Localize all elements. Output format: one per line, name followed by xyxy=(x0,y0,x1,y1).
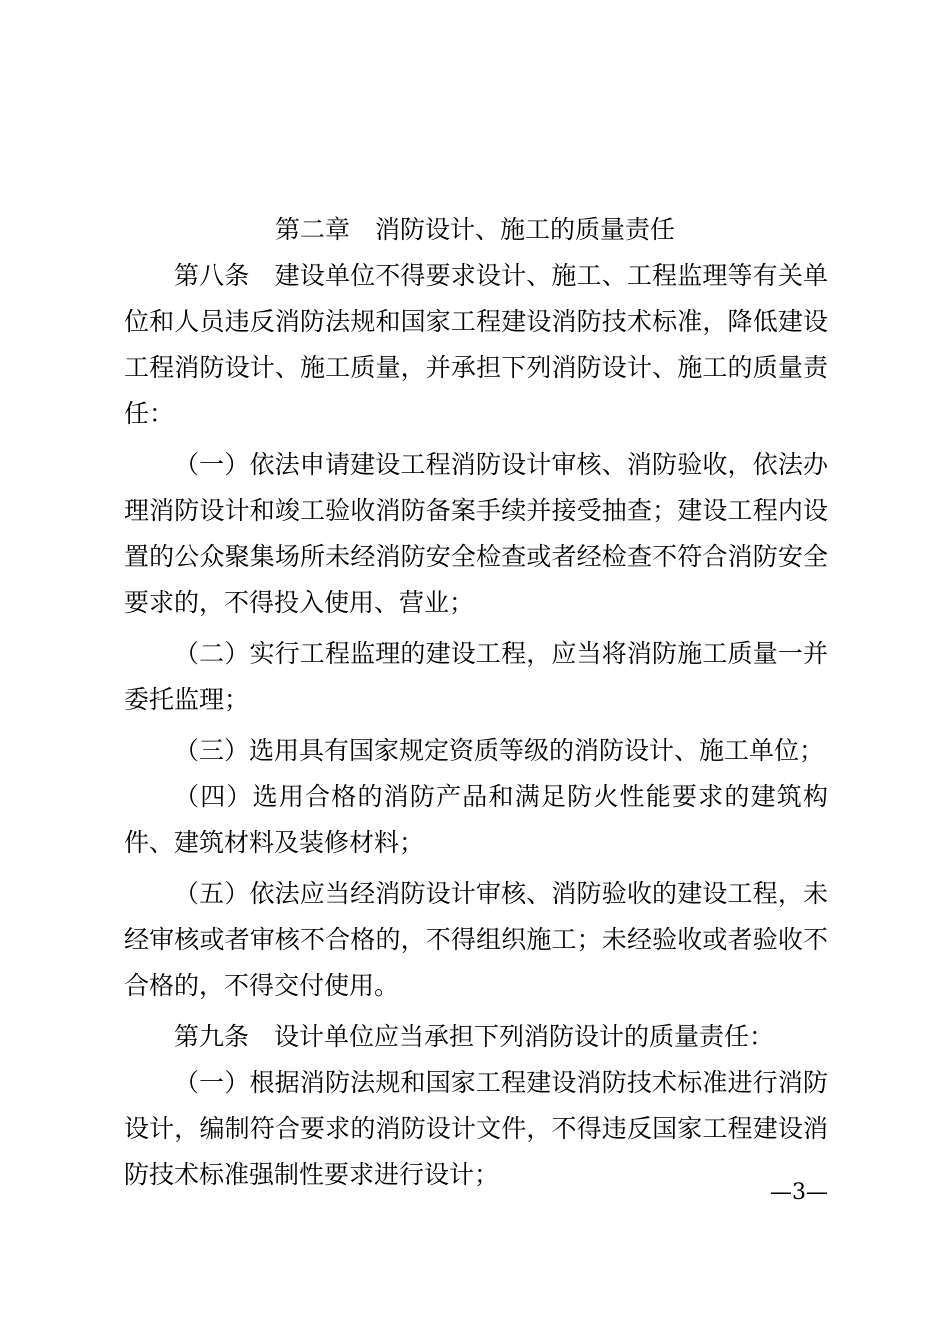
article-8-paragraph: 第八条 建设单位不得要求设计、施工、工程监理等有关单位和人员违反消防法规和国家工程建设消防技术标准，降低建设工程消防设计、施工质量，并承担下列消防设计、施工的质量责任： xyxy=(124,261,828,428)
article-9-paragraph: 第九条 设计单位应当承担下列消防设计的质量责任： xyxy=(174,1022,775,1051)
article-8-item-2: （二）实行工程监理的建设工程，应当将消防施工质量一并委托监理； xyxy=(124,639,828,714)
chapter-title: 第二章 消防设计、施工的质量责任 xyxy=(274,215,675,244)
article-8-item-5: （五）依法应当经消防设计审核、消防验收的建设工程，未经审核或者审核不合格的，不得组织施工；未经验收或者验收不合格的，不得交付使用。 xyxy=(124,879,828,1000)
page-number: —3— xyxy=(770,1180,828,1205)
document-body xyxy=(124,253,828,1198)
article-9-item-1: （一）根据消防法规和国家工程建设消防技术标准进行消防设计，编制符合要求的消防设计文件，不得违反国家工程建设消防技术标准强制性要求进行设计； xyxy=(124,1068,828,1189)
article-8-item-1: （一）依法申请建设工程消防设计审核、消防验收，依法办理消防设计和竣工验收消防备案手续并接受抽查；建设工程内设置的公众聚集场所未经消防安全检查或者经检查不符合消防安全要求的，不得投入使用、营业； xyxy=(124,450,828,617)
article-8-item-3: （三）选用具有国家规定资质等级的消防设计、施工单位； xyxy=(174,736,825,765)
article-8-item-4: （四）选用合格的消防产品和满足防火性能要求的建筑构件、建筑材料及装修材料； xyxy=(124,782,828,857)
